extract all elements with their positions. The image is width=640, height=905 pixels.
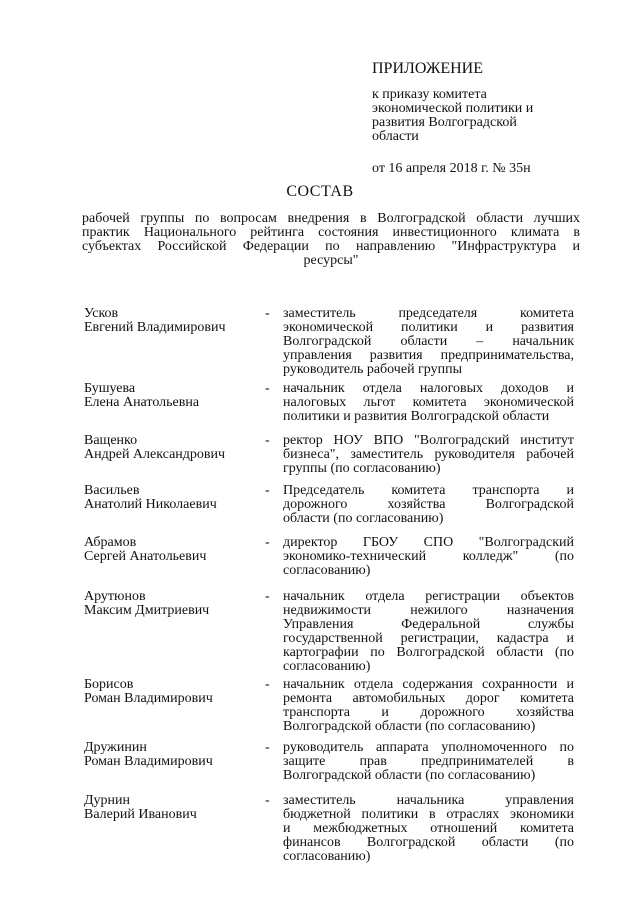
member-name [84,678,254,706]
role-line: ректор НОУ ВПО "Волгоградский институт [283,433,574,448]
role-line: Управления Федеральной службы [283,617,574,632]
role-line: заместитель начальника управления [283,793,574,808]
role-line: Волгоградской области (по согласованию) [283,719,536,734]
role-line: Волгоградской области – начальник [283,334,574,349]
member-name [84,434,254,462]
member-given-name: Роман Владимирович [84,754,213,769]
role-line: дорожного хозяйства Волгоградской [283,497,574,512]
role-line: недвижимости нежилого назначения [283,603,574,618]
subject-line: субъектах Российской Федерации по направлению "Инфраструктура и [82,239,580,254]
role-line: директор ГБОУ СПО "Волгоградский [283,535,574,550]
role-line: начальник отдела налоговых доходов и [283,381,574,396]
member-name [84,484,254,512]
member-role [283,678,574,734]
subject-line: практик Национального рейтинга состояния инвестиционного климата в [82,225,580,240]
member-surname: Борисов [84,677,134,692]
role-line: экономической политики и развития [283,320,574,335]
member-dash: - [265,535,270,550]
member-given-name: Валерий Иванович [84,807,197,822]
member-dash: - [265,677,270,692]
member-dash: - [265,433,270,448]
role-line: бюджетной политики в отраслях экономики [283,807,574,822]
member-name [84,590,254,618]
member-given-name: Максим Дмитриевич [84,603,210,618]
role-line: налоговых льгот комитета экономической [283,395,574,410]
document-title: СОСТАВ [286,183,354,200]
role-line: транспорта и дорожного хозяйства [283,705,574,720]
member-dash: - [265,793,270,808]
member-name [84,794,254,822]
member-given-name: Евгений Владимирович [84,320,226,335]
role-line: Волгоградской области (по согласованию) [283,768,536,783]
role-line: области (по согласованию) [283,511,444,526]
role-line: руководитель аппарата уполномоченного по [283,740,574,755]
member-role [283,307,574,377]
member-role [283,434,574,476]
member-dash: - [265,306,270,321]
role-line: согласованию) [283,659,371,674]
role-line: ремонта автомобильных дорог комитета [283,691,574,706]
member-dash: - [265,740,270,755]
member-role [283,484,574,526]
member-surname: Бушуева [84,381,136,396]
member-dash: - [265,381,270,396]
subject-line: рабочей группы по вопросам внедрения в Волгоградской области лучших [82,211,580,226]
member-given-name: Сергей Анатольевич [84,549,207,564]
role-line: политики и развития Волгоградской области [283,409,550,424]
role-line: Председатель комитета транспорта и [283,483,574,498]
member-surname: Дурнин [84,793,131,808]
role-line: картографии по Волгоградской области (по [283,645,574,660]
member-surname: Ващенко [84,433,138,448]
appendix-line: экономической политики и [372,101,534,116]
role-line: согласованию) [283,563,371,578]
role-line: бизнеса", заместитель руководителя рабочей [283,447,574,462]
role-line: защите прав предпринимателей в [283,754,574,769]
member-role [283,590,574,674]
member-name [84,382,254,410]
member-name [84,741,254,769]
member-surname: Васильев [84,483,140,498]
appendix-line: развития Волгоградской [372,115,517,130]
role-line: и межбюджетных отношений комитета [283,821,574,836]
document-subject [82,212,580,268]
role-line: начальник отдела регистрации объектов [283,589,574,604]
member-role [283,536,574,578]
member-dash: - [265,483,270,498]
role-line: группы (по согласованию) [283,461,441,476]
member-given-name: Анатолий Николаевич [84,497,217,512]
member-role [283,794,574,864]
appendix-date: от 16 апреля 2018 г. № 35н [372,161,531,176]
role-line: экономико-технический колледж" (по [283,549,574,564]
appendix-line: области [372,129,419,144]
role-line: государственной регистрации, кадастра и [283,631,574,646]
member-surname: Усков [84,306,119,321]
subject-line: ресурсы" [303,253,359,268]
role-line: начальник отдела содержания сохранности и [283,677,574,692]
member-dash: - [265,589,270,604]
appendix-line: к приказу комитета [372,87,487,102]
member-given-name: Роман Владимирович [84,691,213,706]
appendix-block [372,60,602,176]
role-line: управления развития предпринимательства, [283,348,574,363]
appendix-title: ПРИЛОЖЕНИЕ [372,60,484,77]
member-name [84,307,254,335]
role-line: финансов Волгоградской области (по [283,835,574,850]
member-given-name: Елена Анатольевна [84,395,200,410]
member-role [283,741,574,783]
role-line: руководитель рабочей группы [283,362,463,377]
member-surname: Арутюнов [84,589,146,604]
member-role [283,382,574,424]
member-surname: Абрамов [84,535,137,550]
role-line: заместитель председателя комитета [283,306,574,321]
member-given-name: Андрей Александрович [84,447,226,462]
member-name [84,536,254,564]
member-surname: Дружинин [84,740,147,755]
role-line: согласованию) [283,849,371,864]
